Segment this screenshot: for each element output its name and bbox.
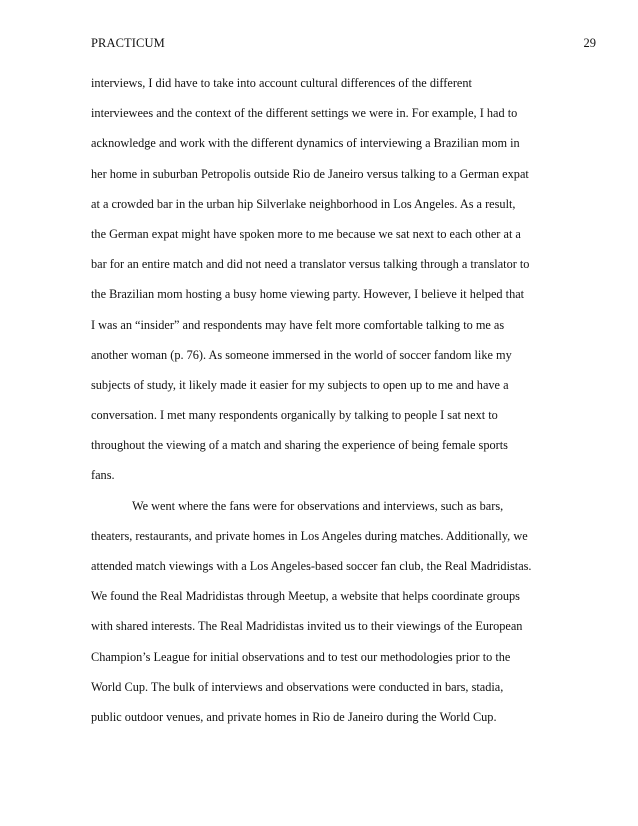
paragraph-first-line: We went where the fans were for observations and interviews, such as bars, xyxy=(132,498,504,513)
body-text xyxy=(91,68,561,732)
text-line: Champion’s League for initial observations and to test our methodologies prior to the xyxy=(91,649,511,664)
text-line: I was an “insider” and respondents may have felt more comfortable talking to me as xyxy=(91,317,505,332)
text-line: fans. xyxy=(91,468,115,483)
text-line: the Brazilian mom hosting a busy home viewing party. However, I believe it helped that xyxy=(91,287,525,302)
text-line: attended match viewings with a Los Angeles-based soccer fan club, the Real Madridistas. xyxy=(91,559,532,573)
text-line: her home in suburban Petropolis outside Rio de Janeiro versus talking to a German expat xyxy=(91,166,529,181)
text-line: with shared interests. The Real Madridistas invited us to their viewings of the European xyxy=(91,619,523,634)
text-line: theaters, restaurants, and private homes in Los Angeles during matches. Additionally, we xyxy=(91,528,528,543)
text-line: World Cup. The bulk of interviews and observations were conducted in bars, stadia, xyxy=(91,679,504,694)
text-line: bar for an entire match and did not need a translator versus talking through a translator to xyxy=(91,257,530,272)
text-line: public outdoor venues, and private homes in Rio de Janeiro during the World Cup. xyxy=(91,709,497,724)
text-line: acknowledge and work with the different dynamics of interviewing a Brazilian mom in xyxy=(91,136,520,151)
page-number: 29 xyxy=(583,36,596,50)
text-line: interviews, I did have to take into account cultural differences of the different xyxy=(91,76,472,90)
text-line: another woman (p. 76). As someone immersed in the world of soccer fandom like my xyxy=(91,347,512,362)
text-line: interviewees and the context of the different settings we were in. For example, I had to xyxy=(91,106,518,121)
text-line: the German expat might have spoken more to me because we sat next to each other at a xyxy=(91,226,521,241)
text-line: subjects of study, it likely made it easier for my subjects to open up to me and have a xyxy=(91,377,509,392)
text-line: conversation. I met many respondents organically by talking to people I sat next to xyxy=(91,408,498,423)
text-line: throughout the viewing of a match and sharing the experience of being female sports xyxy=(91,438,508,453)
text-line: We found the Real Madridistas through Meetup, a website that helps coordinate groups xyxy=(91,589,520,604)
running-head: PRACTICUM xyxy=(91,36,165,50)
text-line: at a crowded bar in the urban hip Silverlake neighborhood in Los Angeles. As a result, xyxy=(91,196,516,211)
